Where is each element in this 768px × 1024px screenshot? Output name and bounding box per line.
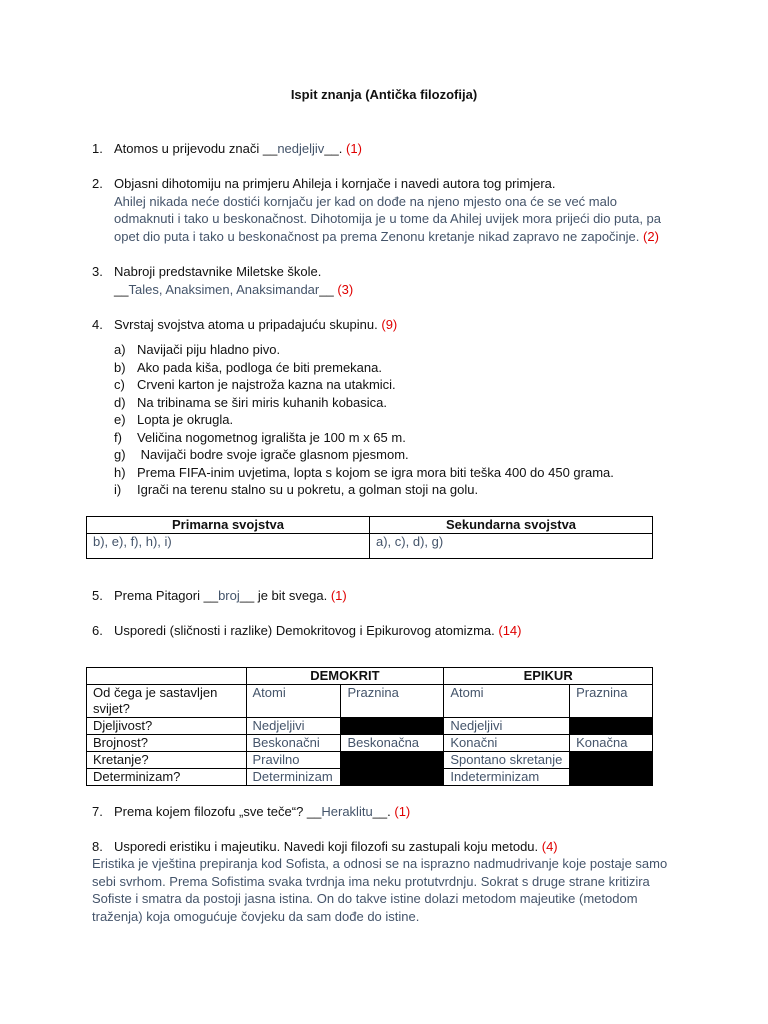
list-item: [114, 376, 614, 394]
answer-line: Eristika je vještina prepiranja kod Sofista, a odnosi se na isprazno nadmudrivanje koje postaje samo: [92, 856, 668, 871]
table-row: [87, 685, 653, 718]
item-text: Igrači na terenu stalno su u pokretu, a golman stoji na golu.: [137, 482, 479, 497]
question-text: Svrstaj svojstva atoma u pripadajuću skupinu.: [114, 317, 382, 332]
property-list: [114, 341, 614, 499]
list-item: [114, 446, 614, 464]
row-label: Kretanje?: [87, 752, 247, 769]
points: (9): [381, 317, 398, 332]
blank: __: [114, 281, 129, 297]
points: (3): [337, 281, 354, 297]
item-letter: b): [114, 359, 126, 375]
table-row: [87, 534, 653, 559]
answer: Heraklitu: [321, 804, 373, 819]
item-text: Navijači bodre svoje igrače glasnom pjesmom.: [137, 447, 409, 462]
atomism-table: [86, 667, 653, 786]
column-header-primary: Primarna svojstva: [87, 517, 370, 534]
list-item: [114, 429, 614, 447]
column-header-secondary: Sekundarna svojstva: [370, 517, 653, 534]
item-text: Lopta je okrugla.: [137, 412, 234, 427]
item-letter: g): [114, 447, 126, 462]
item-letter: i): [114, 482, 122, 497]
empty-cell: [87, 668, 247, 685]
points: (1): [394, 804, 411, 819]
list-item: [114, 359, 614, 377]
question-text: Nabroji predstavnike Miletske škole.: [114, 264, 322, 279]
blacked-out-cell: [341, 718, 444, 735]
question-number: 6.: [92, 623, 103, 638]
question-text: Atomos u prijevodu znači: [114, 141, 263, 156]
answer-paragraph: [92, 855, 692, 925]
blank: __: [319, 281, 338, 297]
question-3: [92, 263, 692, 298]
question-6: [92, 622, 692, 640]
row-label: Brojnost?: [87, 735, 247, 752]
item-text: Crveni karton je najstroža kazna na utakmici.: [137, 377, 396, 392]
question-7: [92, 803, 692, 821]
answer-line: sebi svrhom. Prema Sofistima svaka tvrdnja ima neku protutvrdnju. Sokrat s druge strane kritizira: [92, 873, 650, 889]
points: (4): [541, 839, 558, 854]
cell: Konačna: [570, 735, 653, 752]
cell: Nedjeljivi: [444, 718, 570, 735]
question-4: [92, 316, 692, 334]
cell: Nedjeljivi: [246, 718, 341, 735]
question-text: Prema Pitagori: [114, 588, 204, 603]
row-label: Djeljivost?: [87, 718, 247, 735]
cell: Konačni: [444, 735, 570, 752]
question-number: 1.: [92, 141, 103, 156]
cell: Pravilno: [246, 752, 341, 769]
item-letter: a): [114, 342, 126, 357]
question-text: Usporedi eristiku i majeutiku. Navedi koji filozofi su zastupali koju metodu.: [114, 839, 542, 854]
answer: nedjeljiv: [277, 141, 325, 156]
blank: __: [372, 804, 388, 819]
punctuation: .: [338, 141, 347, 156]
question-number: 5.: [92, 588, 103, 603]
question-8: [92, 838, 692, 856]
question-text: Objasni dihotomiju na primjeru Ahileja i kornjače i navedi autora tog primjera.: [114, 176, 556, 191]
item-text: Ako pada kiša, podloga će biti premekana.: [137, 359, 382, 375]
column-header-demokrit: DEMOKRIT: [246, 668, 444, 685]
cell: Praznina: [341, 685, 444, 718]
secondary-answer: a), c), d), g): [370, 534, 653, 559]
question-number: 2.: [92, 176, 103, 191]
blank: __: [262, 141, 278, 156]
answer: Tales, Anaksimen, Anaksimandar: [128, 281, 320, 297]
item-letter: c): [114, 377, 125, 392]
blank: __: [203, 588, 219, 603]
answer-line: odmaknuti i tako u beskonačnost. Dihotomija je u tome da Ahilej uvijek mora prijeći dio puta, pa: [114, 211, 662, 226]
table-row: [87, 718, 653, 735]
page-title: Ispit znanja (Antička filozofija): [290, 87, 478, 102]
list-item: [114, 481, 614, 499]
punctuation: .: [387, 804, 395, 819]
cell: Atomi: [246, 685, 341, 718]
item-text: Prema FIFA-inim uvjetima, lopta s kojom se igra mora biti teška 400 do 450 grama.: [137, 464, 614, 480]
answer-line: Sofiste i smatra da postoji jasna istina. On do takve istine dolazi metodom majeutike (metodom: [92, 891, 638, 906]
list-item: [114, 394, 614, 412]
cell: Indeterminizam: [444, 769, 570, 786]
question-text: Usporedi (sličnosti i razlike) Demokritovog i Epikurovog atomizma.: [114, 623, 499, 638]
blank: __: [306, 804, 322, 819]
list-item: [114, 341, 614, 359]
row-label: Determinizam?: [87, 769, 247, 786]
item-letter: f): [114, 429, 122, 445]
points: (1): [346, 141, 362, 156]
answer-line: Ahilej nikada neće dostići kornjaču jer kad on dođe na njeno mjesto ona će se već malo: [114, 193, 617, 209]
question-number: 4.: [92, 317, 103, 332]
question-2: [92, 175, 712, 245]
answer: broj: [218, 588, 240, 603]
question-number: 7.: [92, 804, 103, 819]
question-5: [92, 587, 692, 605]
blacked-out-cell: [341, 752, 444, 786]
table-row: [87, 752, 653, 769]
item-text: Navijači piju hladno pivo.: [137, 342, 281, 357]
blank: __: [239, 588, 255, 603]
question-number: 3.: [92, 264, 103, 279]
question-text: Prema kojem filozofu „sve teče“?: [114, 804, 307, 819]
points: (1): [330, 588, 347, 603]
properties-table: [86, 516, 653, 559]
row-label: Od čega je sastavljen svijet?: [87, 685, 247, 718]
question-text-end: je bit svega.: [254, 588, 331, 603]
blacked-out-cell: [570, 752, 653, 786]
cell: Beskonačni: [246, 735, 341, 752]
column-header-epikur: EPIKUR: [444, 668, 653, 685]
list-item: [114, 464, 614, 482]
cell: Atomi: [444, 685, 570, 718]
answer-line: traženja) koja omogućuje čovjeku da sam dođe do istine.: [92, 908, 420, 924]
points: (2): [643, 228, 659, 244]
blank: __: [324, 141, 339, 156]
question-1: [92, 140, 692, 158]
blacked-out-cell: [570, 718, 653, 735]
item-text: Veličina nogometnog igrališta je 100 m x 65 m.: [137, 429, 406, 445]
primary-answer: b), e), f), h), i): [87, 534, 370, 559]
table-header-row: [87, 517, 653, 534]
cell: Determinizam: [246, 769, 341, 786]
table-header-row: [87, 668, 653, 685]
question-number: 8.: [92, 839, 103, 854]
cell: Beskonačna: [341, 735, 444, 752]
points: (14): [498, 623, 522, 638]
table-row: [87, 735, 653, 752]
item-letter: e): [114, 412, 126, 427]
cell: Praznina: [570, 685, 653, 718]
cell: Spontano skretanje: [444, 752, 570, 769]
item-letter: h): [114, 464, 126, 480]
list-item: [114, 411, 614, 429]
item-text: Na tribinama se širi miris kuhanih kobasica.: [137, 394, 387, 410]
item-letter: d): [114, 394, 126, 410]
answer-line: opet dio puta i tako u beskonačnost pa prema Zenonu kretanje nikad zapravo ne započinje.: [114, 228, 644, 244]
